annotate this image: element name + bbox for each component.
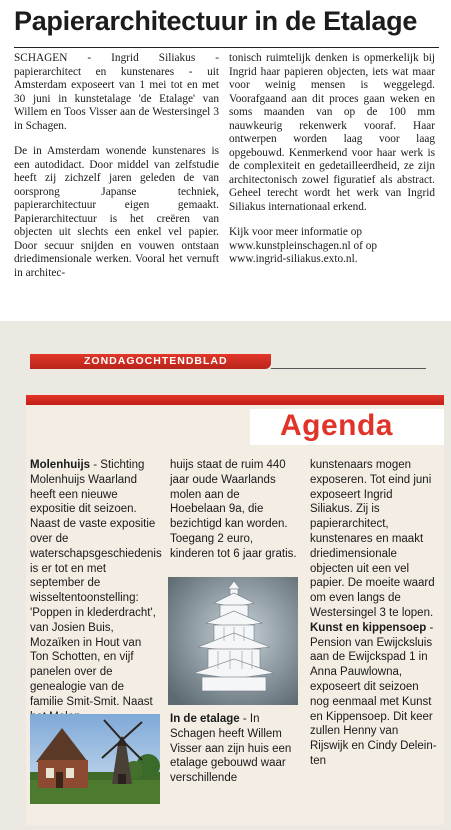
etalage-caption xyxy=(170,712,298,786)
link-siliakus[interactable]: www.ingrid-siliakus.exto.nl. xyxy=(229,253,358,265)
article-paragraph-3: tonisch ruimtelijk denken is opmerkelijk bij Ingrid haar papieren objecten, iets wat maar voor weinig mensen is weggelegd. Voorafgaand aan dit proces gaan weken en soms maanden van op de 100 mm nauwkeurig rekenwerk vooraf. Haar ontwerpen worden laag voor laag opgebouwd. Kenmerkend voor haar werk is de complexiteit en gedetailleerdheid, ze zijn architectonisch zowel figuratief als abstract. Geheel terecht wordt het werk van Ingrid Siliakus internationaal erkend. xyxy=(229,52,435,213)
kunstenaars-text: kunstenaars mogen exposeren. Tot eind juni exposeert Ingrid Siliakus. Zij is papierarchitect, kunstenares en maakt driedimensionale objecten uit een vel papier. De moeite waard om even langs de Westersingel 3 te lopen. xyxy=(310,459,435,619)
article-column-right xyxy=(229,52,435,279)
kippensoep-text: - Pension van Ewijcksluis aan de Ewijckspad 1 in Anna Pauwlowna, exposeert dit seizoen nog eenmaal met Kunst en Kippensoep. Dit keer zullen Henny van Rijswijk en Cindy Delein-ten xyxy=(310,621,437,767)
agenda-column-left xyxy=(30,458,160,724)
links-intro: Kijk voor meer informatie op xyxy=(229,226,363,238)
paper-pagoda-photo xyxy=(168,577,298,705)
agenda-column-middle xyxy=(170,458,298,562)
article-links xyxy=(229,226,435,267)
article-headline: Papierarchitectuur in de Etalage xyxy=(14,6,418,36)
molen-text: huijs staat de ruim 440 jaar oude Waarlands molen aan de Hoebelaan 9a, die bezichtigd kan worden. Toegang 2 euro, kinderen tot 6 jaar gratis. xyxy=(170,459,297,560)
article-paragraph-1: SCHAGEN - Ingrid Siliakus - papierarchitect en kunstenares - uit Amsterdam exposeert van 1 mei tot en met 30 juni in kunstetalage 'de Etalage' van Willem en Toos Visser aan de Westersingel 3 in Schagen. xyxy=(14,52,219,132)
band-rule xyxy=(271,368,426,369)
molenhuijs-heading: Molenhuijs xyxy=(30,459,91,471)
headline-rule xyxy=(14,47,439,48)
article-column-left xyxy=(14,52,219,292)
link-kunstplein[interactable]: www.kunstpleinschagen.nl of op xyxy=(229,239,377,252)
etalage-heading: In de etalage xyxy=(170,713,240,725)
supplement-section xyxy=(0,321,451,830)
molenhuijs-text: - Stichting Molenhuijs Waarland heeft een nieuwe expositie dit seizoen. Naast de vaste expositie over de waterschapsgeschiedenis is er tot en met september de wisseltentoonstelling: 'Poppen in klederdracht', van Josien Buis, Mozaïken in Hout van Ton Schotten, en vijf panelen over de genealogie van de familie Smit-Smit. Naast xyxy=(30,459,162,708)
etalage-text: - In Schagen heeft Willem Visser aan zijn huis een etalage gebouwd waar verschillende xyxy=(170,713,292,785)
article-paragraph-2: De in Amsterdam wonende kunstenares is een autodidact. Door middel van zelfstudie heeft zij zichzelf jaren geleden de van oorsprong Japanse techniek, papierarchitectuur eigen gemaakt. Papierarchitectuur is het creëren van objecten uit slechts een enkel vel papier. Door secuur snijden en vouwen ontstaan driedimensionale werken. Vooral het vernuft in architec- xyxy=(14,145,219,279)
article-section xyxy=(0,0,451,320)
supplement-band: ZONDAGOCHTENDBLAD xyxy=(30,354,271,369)
agenda-column-right xyxy=(310,458,438,769)
kippensoep-heading: Kunst en kippensoep xyxy=(310,621,427,634)
windmill-photo xyxy=(30,714,160,804)
agenda-red-bar xyxy=(26,395,444,405)
agenda-title: Agenda xyxy=(279,409,393,442)
